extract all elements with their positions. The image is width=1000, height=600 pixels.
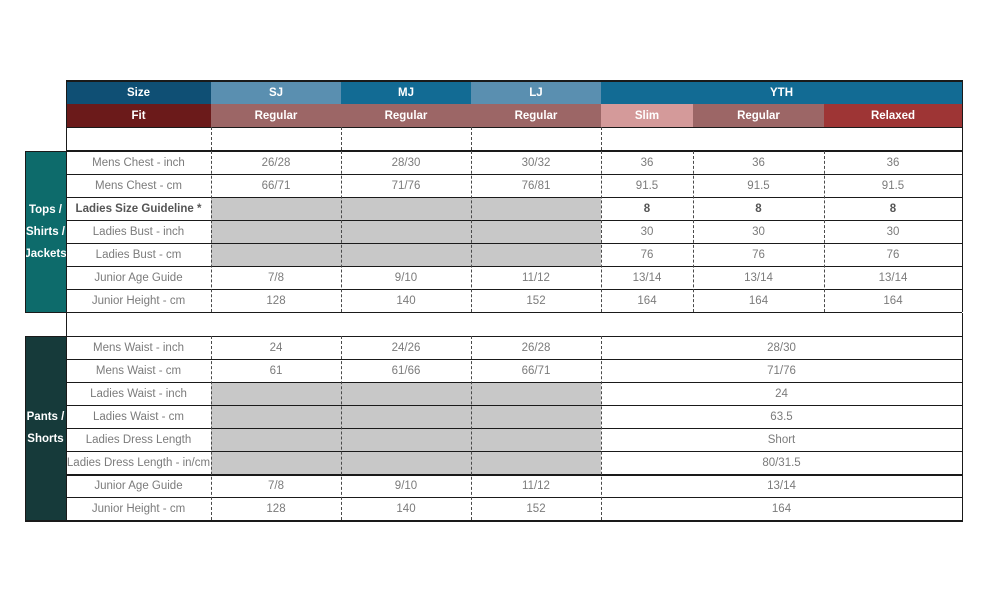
grid-line <box>66 382 962 383</box>
value-cell: 63.5 <box>770 410 793 423</box>
empty-cell <box>471 243 601 266</box>
grid-line <box>66 151 67 312</box>
empty-cell <box>211 451 341 474</box>
value-cell: 140 <box>396 294 416 307</box>
grid-line <box>341 336 342 520</box>
grid-line <box>211 127 212 150</box>
value-cell: 30 <box>752 225 765 238</box>
fit-header-cell: Regular <box>693 104 824 127</box>
empty-cell <box>471 428 601 451</box>
empty-cell <box>341 405 471 428</box>
grid-line <box>25 151 962 152</box>
grid-line <box>601 151 602 312</box>
value-cell: 30 <box>640 225 654 238</box>
grid-line <box>66 127 962 128</box>
value-cell: 13/14 <box>767 479 796 492</box>
empty-cell <box>211 405 341 428</box>
value-cell: 152 <box>526 502 546 515</box>
value-cell: 11/12 <box>522 271 550 284</box>
grid-line <box>66 289 962 290</box>
value-cell: 7/8 <box>268 271 284 284</box>
empty-cell <box>471 197 601 220</box>
empty-cell <box>471 405 601 428</box>
empty-cell <box>211 243 341 266</box>
grid-line <box>66 313 67 336</box>
value-cell: 71/76 <box>767 364 796 377</box>
grid-line <box>66 428 962 429</box>
value-cell: 91.5 <box>747 179 770 192</box>
empty-cell <box>471 382 601 405</box>
value-cell: 128 <box>266 502 286 515</box>
grid-line <box>601 127 602 150</box>
empty-cell <box>341 382 471 405</box>
value-cell: 164 <box>637 294 657 307</box>
row-label: Ladies Waist - cm <box>93 410 184 423</box>
section-label-line: Shorts <box>27 433 64 445</box>
empty-cell <box>471 451 601 474</box>
grid-line <box>211 151 212 312</box>
grid-line <box>66 405 962 406</box>
grid-line <box>66 197 962 198</box>
grid-line <box>66 474 962 476</box>
row-label: Ladies Waist - inch <box>90 387 187 400</box>
value-cell: 71/76 <box>391 179 421 192</box>
section-label-line: Pants / <box>26 411 65 423</box>
grid-line <box>341 151 342 312</box>
grid-line <box>471 151 472 312</box>
grid-line <box>25 312 962 313</box>
grid-line <box>25 520 963 522</box>
grid-line <box>66 220 962 221</box>
value-cell: 8 <box>755 202 762 215</box>
value-cell: 26/28 <box>261 156 291 169</box>
value-cell: 91.5 <box>881 179 905 192</box>
section-label-line: Jackets <box>24 247 67 260</box>
grid-line <box>66 174 962 175</box>
value-cell: 61/66 <box>391 364 421 377</box>
grid-line <box>471 127 472 150</box>
row-label: Ladies Bust - cm <box>95 248 182 261</box>
value-cell: 13/14 <box>878 271 908 284</box>
empty-cell <box>341 451 471 474</box>
fit-header-cell: Regular <box>211 104 341 127</box>
section-label-line: Tops / <box>28 203 62 216</box>
value-cell: 76 <box>752 248 765 261</box>
row-label: Mens Waist - inch <box>93 341 184 354</box>
grid-line <box>25 336 962 337</box>
value-cell: 26/28 <box>521 341 551 354</box>
value-cell: 9/10 <box>394 479 418 492</box>
grid-line <box>962 313 963 336</box>
grid-line <box>25 336 26 521</box>
empty-cell <box>211 428 341 451</box>
value-cell: 28/30 <box>391 156 421 169</box>
grid-line <box>66 336 67 520</box>
value-cell: 8 <box>889 202 897 215</box>
value-cell: 24/26 <box>391 341 421 354</box>
row-label: Mens Chest - inch <box>92 156 185 169</box>
empty-cell <box>211 220 341 243</box>
value-cell: 11/12 <box>522 479 550 492</box>
row-label: Junior Height - cm <box>91 294 186 307</box>
fit-header-cell: Regular <box>341 104 471 127</box>
fit-header-cell: Relaxed <box>824 104 962 127</box>
grid-line <box>66 266 962 267</box>
row-label: Ladies Size Guideline * <box>75 202 202 215</box>
value-cell: 76 <box>886 248 900 261</box>
value-cell: 66/71 <box>521 364 551 377</box>
value-cell: 28/30 <box>767 341 796 354</box>
grid-line <box>962 80 963 151</box>
empty-cell <box>471 220 601 243</box>
value-cell: 91.5 <box>635 179 659 192</box>
value-cell: 66/71 <box>261 179 291 192</box>
value-cell: 24 <box>775 387 788 400</box>
size-header-yth: YTH <box>601 81 962 104</box>
grid-line <box>693 151 694 312</box>
section-tops-label <box>25 151 66 312</box>
row-label: Ladies Bust - inch <box>92 225 185 238</box>
grid-line <box>66 80 67 151</box>
value-cell: 164 <box>883 294 903 307</box>
row-label: Junior Age Guide <box>94 271 183 284</box>
row-label: Mens Waist - cm <box>95 364 182 377</box>
size-header-sj: SJ <box>211 81 341 104</box>
value-cell: 7/8 <box>268 479 284 492</box>
value-cell: 152 <box>526 294 546 307</box>
grid-line <box>824 151 825 312</box>
value-cell: 24 <box>269 341 283 354</box>
size-header-mj: MJ <box>341 81 471 104</box>
value-cell: 36 <box>886 156 900 169</box>
value-cell: 76 <box>640 248 654 261</box>
value-cell: 36 <box>640 156 654 169</box>
size-header-lj: LJ <box>471 81 601 104</box>
grid-line <box>471 336 472 520</box>
grid-line <box>66 497 962 498</box>
value-cell: Short <box>767 433 796 446</box>
fit-header-label: Fit <box>66 104 211 127</box>
row-label: Mens Chest - cm <box>95 179 182 192</box>
empty-cell <box>341 428 471 451</box>
value-cell: 30 <box>886 225 900 238</box>
grid-line <box>601 336 602 520</box>
grid-line <box>341 127 342 150</box>
grid-line <box>211 336 212 520</box>
fit-header-cell: Slim <box>601 104 693 127</box>
value-cell: 13/14 <box>744 271 773 284</box>
empty-cell <box>211 197 341 220</box>
value-cell: 128 <box>266 294 286 307</box>
value-cell: 8 <box>643 202 651 215</box>
empty-cell <box>341 243 471 266</box>
size-header-label: Size <box>66 81 211 104</box>
empty-cell <box>341 197 471 220</box>
empty-cell <box>211 382 341 405</box>
grid-line <box>962 151 963 312</box>
value-cell: 13/14 <box>632 271 662 284</box>
empty-cell <box>341 220 471 243</box>
row-label: Junior Height - cm <box>91 502 186 515</box>
grid-line <box>66 451 962 452</box>
value-cell: 61 <box>269 364 283 377</box>
grid-line <box>66 80 963 82</box>
section-label-line: Shirts / <box>26 225 65 238</box>
fit-header-cell: Regular <box>471 104 601 127</box>
row-label: Junior Age Guide <box>94 479 183 492</box>
value-cell: 30/32 <box>521 156 551 169</box>
value-cell: 76/81 <box>521 179 551 192</box>
value-cell: 9/10 <box>394 271 418 284</box>
value-cell: 164 <box>748 294 769 307</box>
section-pants-label <box>25 336 66 520</box>
grid-line <box>962 336 963 521</box>
grid-line <box>66 359 962 360</box>
grid-line <box>25 151 26 313</box>
row-label: Ladies Dress Length <box>85 433 192 446</box>
value-cell: 164 <box>771 502 792 515</box>
value-cell: 36 <box>752 156 765 169</box>
row-label: Ladies Dress Length - in/cm <box>66 456 211 469</box>
value-cell: 80/31.5 <box>762 456 801 469</box>
value-cell: 140 <box>396 502 416 515</box>
grid-line <box>66 243 962 244</box>
